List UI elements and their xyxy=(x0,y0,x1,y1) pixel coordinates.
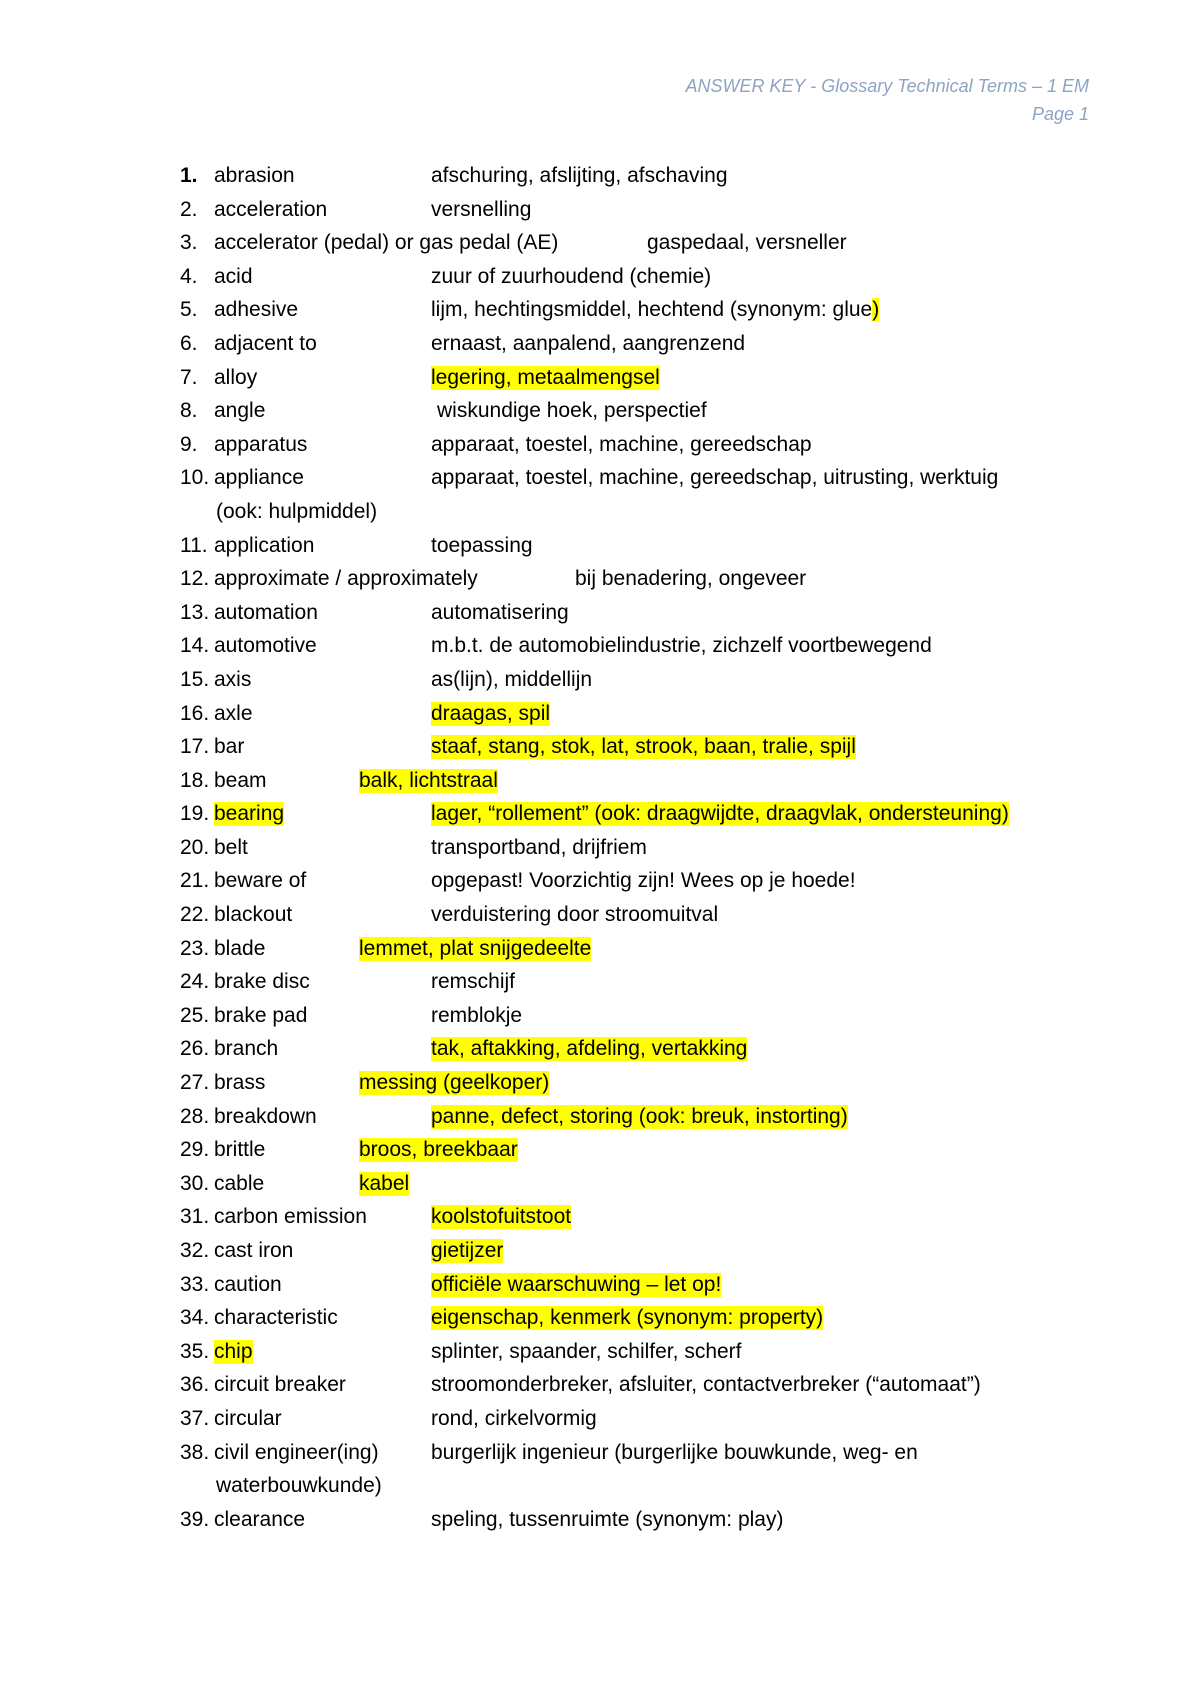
glossary-entry xyxy=(0,1168,1200,1202)
entry-term-continuation: waterbouwkunde) xyxy=(216,1474,382,1498)
entry-term: apparatus xyxy=(214,432,308,456)
glossary-entry xyxy=(0,933,1200,967)
entry-term: breakdown xyxy=(214,1104,317,1128)
entry-definition: rond, cirkelvormig xyxy=(431,1406,597,1430)
entry-term: branch xyxy=(214,1037,279,1061)
glossary-entry xyxy=(0,1201,1200,1235)
entry-term: appliance xyxy=(214,466,304,490)
entry-term: beware of xyxy=(214,869,307,893)
entry-definition: bij benadering, ongeveer xyxy=(575,567,807,591)
entry-definition: apparaat, toestel, machine, gereedschap, uitrusting, werktuig xyxy=(431,466,999,490)
definition-text: lijm, hechtingsmiddel, hechtend (synonym: glue xyxy=(431,298,873,322)
entry-definition: broos, breekbaar xyxy=(359,1138,518,1162)
entry-number: 30. xyxy=(180,1171,210,1195)
entry-number: 23. xyxy=(180,936,210,960)
entry-number: 37. xyxy=(180,1406,210,1430)
entry-number: 14. xyxy=(180,634,210,658)
entry-term: brake pad xyxy=(214,1003,308,1027)
entry-term: cable xyxy=(214,1171,265,1195)
entry-definition: m.b.t. de automobielindustrie, zichzelf voortbewegend xyxy=(431,634,932,658)
entry-number: 10. xyxy=(180,466,210,490)
entry-number: 11. xyxy=(180,533,208,557)
entry-number: 25. xyxy=(180,1003,210,1027)
entry-number: 22. xyxy=(180,903,210,927)
entry-definition: lemmet, plat snijgedeelte xyxy=(359,936,592,960)
entry-term: carbon emission xyxy=(214,1205,367,1229)
entry-definition: officiële waarschuwing – let op! xyxy=(431,1272,722,1296)
entry-definition: panne, defect, storing (ook: breuk, instorting) xyxy=(431,1104,848,1128)
definition-highlight: ) xyxy=(872,298,880,322)
entry-term: beam xyxy=(214,768,267,792)
glossary-entry xyxy=(0,1437,1200,1471)
entry-definition: transportband, drijfriem xyxy=(431,835,647,859)
entry-number: 31. xyxy=(180,1205,210,1229)
entry-number: 6. xyxy=(180,331,198,355)
entry-definition xyxy=(431,298,879,322)
entry-definition: gietijzer xyxy=(431,1239,504,1262)
entry-number: 26. xyxy=(180,1037,210,1061)
glossary-entry xyxy=(0,462,1200,496)
glossary-entry xyxy=(0,698,1200,732)
entry-number: 29. xyxy=(180,1138,210,1162)
glossary-entry xyxy=(0,261,1200,295)
entry-number: 7. xyxy=(180,365,198,389)
glossary-entry xyxy=(0,1000,1200,1034)
entry-term: chip xyxy=(214,1339,253,1363)
entry-definition: tak, aftakking, afdeling, vertakking xyxy=(431,1037,748,1061)
glossary-entry xyxy=(0,194,1200,228)
glossary-entry xyxy=(0,1369,1200,1403)
entry-number: 20. xyxy=(180,835,210,859)
entry-term: abrasion xyxy=(214,164,295,187)
glossary-entry xyxy=(0,1302,1200,1336)
entry-number: 2. xyxy=(180,197,198,221)
glossary-entry xyxy=(0,395,1200,429)
entry-number: 5. xyxy=(180,298,198,322)
entry-number: 4. xyxy=(180,264,198,288)
entry-definition: eigenschap, kenmerk (synonym: property) xyxy=(431,1306,824,1330)
glossary-entry xyxy=(0,530,1200,564)
entry-number: 28. xyxy=(180,1104,210,1128)
entry-number: 33. xyxy=(180,1272,210,1296)
entry-number: 36. xyxy=(180,1373,210,1397)
entry-number: 32. xyxy=(180,1239,210,1262)
entry-definition: gaspedaal, versneller xyxy=(647,231,847,255)
entry-term: blade xyxy=(214,936,266,960)
glossary-entry xyxy=(0,731,1200,765)
entry-definition: remschijf xyxy=(431,970,516,994)
entry-number: 18. xyxy=(180,768,210,792)
glossary-entry xyxy=(0,832,1200,866)
glossary-entry xyxy=(0,899,1200,933)
entry-term: civil engineer(ing) xyxy=(214,1440,379,1464)
entry-definition: opgepast! Voorzichtig zijn! Wees op je hoede! xyxy=(431,869,856,893)
page-header xyxy=(686,72,1089,128)
entry-definition: kabel xyxy=(359,1171,410,1195)
glossary-entry xyxy=(0,1336,1200,1370)
glossary-entry xyxy=(0,160,1200,194)
entry-definition: stroomonderbreker, afsluiter, contactverbreker (“automaat”) xyxy=(431,1373,981,1397)
entry-number: 35. xyxy=(180,1339,210,1363)
entry-term: characteristic xyxy=(214,1306,338,1330)
entry-term: belt xyxy=(214,835,248,859)
glossary-entry xyxy=(0,294,1200,328)
glossary-entry xyxy=(0,966,1200,1000)
entry-number: 17. xyxy=(180,735,210,759)
glossary-entry xyxy=(0,1269,1200,1303)
entry-number: 38. xyxy=(180,1440,210,1464)
glossary-entry xyxy=(0,328,1200,362)
entry-definition: as(lijn), middellijn xyxy=(431,667,593,691)
entry-term: alloy xyxy=(214,365,258,389)
glossary-entry xyxy=(0,597,1200,631)
entry-definition: ernaast, aanpalend, aangrenzend xyxy=(431,331,746,355)
entry-definition: koolstofuitstoot xyxy=(431,1205,572,1229)
glossary-list xyxy=(0,160,1200,1537)
entry-definition: verduistering door stroomuitval xyxy=(431,903,719,927)
entry-definition: remblokje xyxy=(431,1003,523,1027)
glossary-entry xyxy=(0,1101,1200,1135)
page-number: Page 1 xyxy=(1031,104,1089,124)
entry-term: caution xyxy=(214,1272,282,1296)
glossary-entry-continuation xyxy=(0,496,1200,530)
glossary-entry xyxy=(0,630,1200,664)
entry-term: bearing xyxy=(214,802,285,826)
entry-number: 16. xyxy=(180,701,210,725)
entry-number: 15. xyxy=(180,667,210,691)
entry-term: axis xyxy=(214,667,252,691)
entry-term: accelerator (pedal) or gas pedal (AE) xyxy=(214,231,559,255)
entry-number: 27. xyxy=(180,1071,210,1095)
entry-term: automotive xyxy=(214,634,317,658)
entry-term: axle xyxy=(214,701,253,725)
entry-number: 39. xyxy=(180,1507,210,1531)
glossary-entry xyxy=(0,1504,1200,1538)
entry-number: 12. xyxy=(180,567,210,591)
entry-term: application xyxy=(214,533,315,557)
entry-definition: legering, metaalmengsel xyxy=(431,365,660,389)
entry-definition: burgerlijk ingenieur (burgerlijke bouwkunde, weg- en xyxy=(431,1440,918,1464)
entry-term: brittle xyxy=(214,1138,266,1162)
glossary-entry xyxy=(0,1403,1200,1437)
glossary-entry xyxy=(0,227,1200,261)
entry-definition: speling, tussenruimte (synonym: play) xyxy=(431,1507,784,1531)
glossary-entry xyxy=(0,798,1200,832)
entry-term: automation xyxy=(214,600,318,624)
glossary-entry xyxy=(0,664,1200,698)
glossary-entry xyxy=(0,1033,1200,1067)
entry-definition: staaf, stang, stok, lat, strook, baan, tralie, spijl xyxy=(431,735,856,759)
entry-term: acceleration xyxy=(214,197,328,221)
entry-term: acid xyxy=(214,264,253,288)
entry-number: 19. xyxy=(180,802,210,826)
entry-number: 8. xyxy=(180,399,198,423)
entry-definition: balk, lichtstraal xyxy=(359,768,498,792)
entry-term: brake disc xyxy=(214,970,310,994)
glossary-entry xyxy=(0,865,1200,899)
entry-definition: apparaat, toestel, machine, gereedschap xyxy=(431,432,812,456)
entry-term: blackout xyxy=(214,903,293,927)
glossary-entry xyxy=(0,429,1200,463)
glossary-entry xyxy=(0,1067,1200,1101)
entry-term: circular xyxy=(214,1406,282,1430)
entry-term: adjacent to xyxy=(214,331,317,355)
entry-number: 34. xyxy=(180,1306,210,1330)
entry-definition: toepassing xyxy=(431,533,533,557)
entry-term: adhesive xyxy=(214,298,299,322)
entry-term: bar xyxy=(214,735,245,759)
entry-term: clearance xyxy=(214,1507,306,1531)
entry-term: brass xyxy=(214,1071,266,1095)
entry-term-continuation: (ook: hulpmiddel) xyxy=(216,499,378,523)
entry-number: 24. xyxy=(180,970,210,994)
entry-number: 9. xyxy=(180,432,198,456)
glossary-entry xyxy=(0,362,1200,396)
entry-definition: splinter, spaander, schilfer, scherf xyxy=(431,1339,742,1363)
entry-definition: wiskundige hoek, perspectief xyxy=(437,399,707,423)
entry-term: circuit breaker xyxy=(214,1373,346,1397)
glossary-entry xyxy=(0,765,1200,799)
entry-term: approximate / approximately xyxy=(214,567,478,591)
entry-definition: messing (geelkoper) xyxy=(359,1071,550,1095)
entry-definition: zuur of zuurhoudend (chemie) xyxy=(431,264,712,288)
entry-term: angle xyxy=(214,399,266,423)
entry-definition: draagas, spil xyxy=(431,701,551,725)
entry-definition: afschuring, afslijting, afschaving xyxy=(431,164,728,187)
glossary-entry xyxy=(0,1235,1200,1269)
entry-number: 3. xyxy=(180,231,198,255)
entry-number: 21. xyxy=(180,869,210,893)
entry-number: 1. xyxy=(180,164,198,187)
entry-term: cast iron xyxy=(214,1239,294,1262)
entry-definition: lager, “rollement” (ook: draagwijdte, draagvlak, ondersteuning) xyxy=(431,802,1009,826)
glossary-entry xyxy=(0,563,1200,597)
header-title: ANSWER KEY - Glossary Technical Terms – 1 EM xyxy=(685,76,1089,96)
glossary-entry xyxy=(0,1134,1200,1168)
entry-definition: automatisering xyxy=(431,600,569,624)
glossary-entry-continuation xyxy=(0,1470,1200,1504)
entry-number: 13. xyxy=(180,600,210,624)
entry-definition: versnelling xyxy=(431,197,532,221)
